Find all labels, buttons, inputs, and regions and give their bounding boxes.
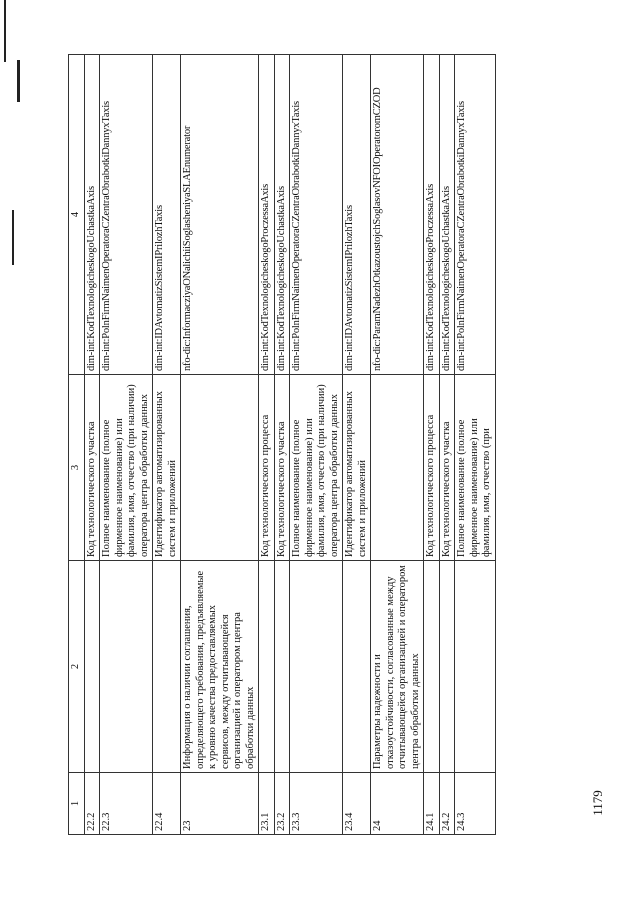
row-description-cell bbox=[455, 561, 496, 773]
row-field-cell bbox=[181, 375, 259, 561]
table-row bbox=[424, 55, 440, 835]
row-code-cell: dim-int:PolnFirmNaimenOperatoraCZentraObrabotkiDannyxTaxis bbox=[290, 55, 343, 375]
row-code-cell: dim-int:IDAvtomatizSistemIPrilozhTaxis bbox=[343, 55, 371, 375]
row-number-cell: 23.3 bbox=[290, 773, 343, 835]
row-field-cell: Код технологического процесса bbox=[259, 375, 275, 561]
scan-artifact-mark bbox=[4, 0, 6, 62]
table-row bbox=[259, 55, 275, 835]
row-number-cell: 22.4 bbox=[153, 773, 181, 835]
row-field-cell: Полное наименование (полное фирменное наименование) или фамилия, имя, отчество (при bbox=[455, 375, 496, 561]
table-row bbox=[371, 55, 424, 835]
row-number-cell: 22.3 bbox=[100, 773, 153, 835]
table-row bbox=[274, 55, 290, 835]
row-field-cell: Идентификатор автоматизированных систем и приложений bbox=[343, 375, 371, 561]
row-number-cell: 23.4 bbox=[343, 773, 371, 835]
page-number: 1179 bbox=[590, 790, 605, 816]
row-description-cell bbox=[274, 561, 290, 773]
row-number-cell: 23.1 bbox=[259, 773, 275, 835]
table-row bbox=[181, 55, 259, 835]
row-number-cell: 23 bbox=[181, 773, 259, 835]
row-field-cell: Идентификатор автоматизированных систем и приложений bbox=[153, 375, 181, 561]
row-description-cell bbox=[100, 561, 153, 773]
row-number-cell: 24.1 bbox=[424, 773, 440, 835]
table-row bbox=[455, 55, 496, 835]
row-number-cell: 24.2 bbox=[439, 773, 455, 835]
row-description-cell: Параметры надежности и отказоустойчивости, согласованные между отчитывающейся организацией и оператором центра обработки данных bbox=[371, 561, 424, 773]
row-number-cell: 24.3 bbox=[455, 773, 496, 835]
row-code-cell: dim-int:IDAvtomatizSistemIPrilozhTaxis bbox=[153, 55, 181, 375]
row-code-cell: dim-int:KodTexnologicheskogoUchastkaAxis bbox=[84, 55, 100, 375]
rotated-table-container bbox=[68, 55, 496, 835]
table-row bbox=[84, 55, 100, 835]
scan-artifact-mark bbox=[17, 60, 20, 102]
table-row bbox=[343, 55, 371, 835]
row-code-cell: dim-int:PolnFirmNaimenOperatoraCZentraObrabotkiDannyxTaxis bbox=[455, 55, 496, 375]
column-header: 3 bbox=[69, 375, 85, 561]
row-field-cell: Полное наименование (полное фирменное наименование) или фамилия, имя, отчество (при наличии) оператора центра обработки данных bbox=[100, 375, 153, 561]
row-description-cell bbox=[259, 561, 275, 773]
row-description-cell bbox=[343, 561, 371, 773]
row-description-cell bbox=[153, 561, 181, 773]
row-code-cell: dim-int:KodTexnologicheskogoUchastkaAxis bbox=[439, 55, 455, 375]
column-header: 4 bbox=[69, 55, 85, 375]
row-code-cell: nfo-dic:InformacziyaONalichiiSoglasheniyaSLAEnumerator bbox=[181, 55, 259, 375]
row-description-cell bbox=[84, 561, 100, 773]
table-body bbox=[84, 55, 495, 835]
row-field-cell: Код технологического участка bbox=[274, 375, 290, 561]
table-row bbox=[100, 55, 153, 835]
row-description-cell: Информация о наличии соглашения, определяющего требования, предъявляемые к уровню качества предоставляемых сервисов, между отчитывающейся организацией и оператором центра обработки данных bbox=[181, 561, 259, 773]
table-row bbox=[290, 55, 343, 835]
row-field-cell bbox=[371, 375, 424, 561]
row-code-cell: nfo-dic:ParamNadezhOtkazoustojchSoglasovNFOIOperatoromCZOD bbox=[371, 55, 424, 375]
row-description-cell bbox=[290, 561, 343, 773]
table-header-row bbox=[69, 55, 85, 835]
row-number-cell: 24 bbox=[371, 773, 424, 835]
row-code-cell: dim-int:KodTexnologicheskogoProczessaAxis bbox=[424, 55, 440, 375]
row-field-cell: Код технологического процесса bbox=[424, 375, 440, 561]
row-number-cell: 23.2 bbox=[274, 773, 290, 835]
scan-artifact-mark bbox=[12, 210, 14, 265]
row-code-cell: dim-int:KodTexnologicheskogoProczessaAxis bbox=[259, 55, 275, 375]
row-number-cell: 22.2 bbox=[84, 773, 100, 835]
data-table bbox=[68, 54, 496, 835]
row-description-cell bbox=[424, 561, 440, 773]
table-row bbox=[153, 55, 181, 835]
row-code-cell: dim-int:PolnFirmNaimenOperatoraCZentraObrabotkiDannyxTaxis bbox=[100, 55, 153, 375]
row-field-cell: Код технологического участка bbox=[439, 375, 455, 561]
table-row bbox=[439, 55, 455, 835]
column-header: 1 bbox=[69, 773, 85, 835]
column-header: 2 bbox=[69, 561, 85, 773]
row-description-cell bbox=[439, 561, 455, 773]
row-field-cell: Полное наименование (полное фирменное наименование) или фамилия, имя, отчество (при наличии) оператора центра обработки данных bbox=[290, 375, 343, 561]
row-field-cell: Код технологического участка bbox=[84, 375, 100, 561]
row-code-cell: dim-int:KodTexnologicheskogoUchastkaAxis bbox=[274, 55, 290, 375]
